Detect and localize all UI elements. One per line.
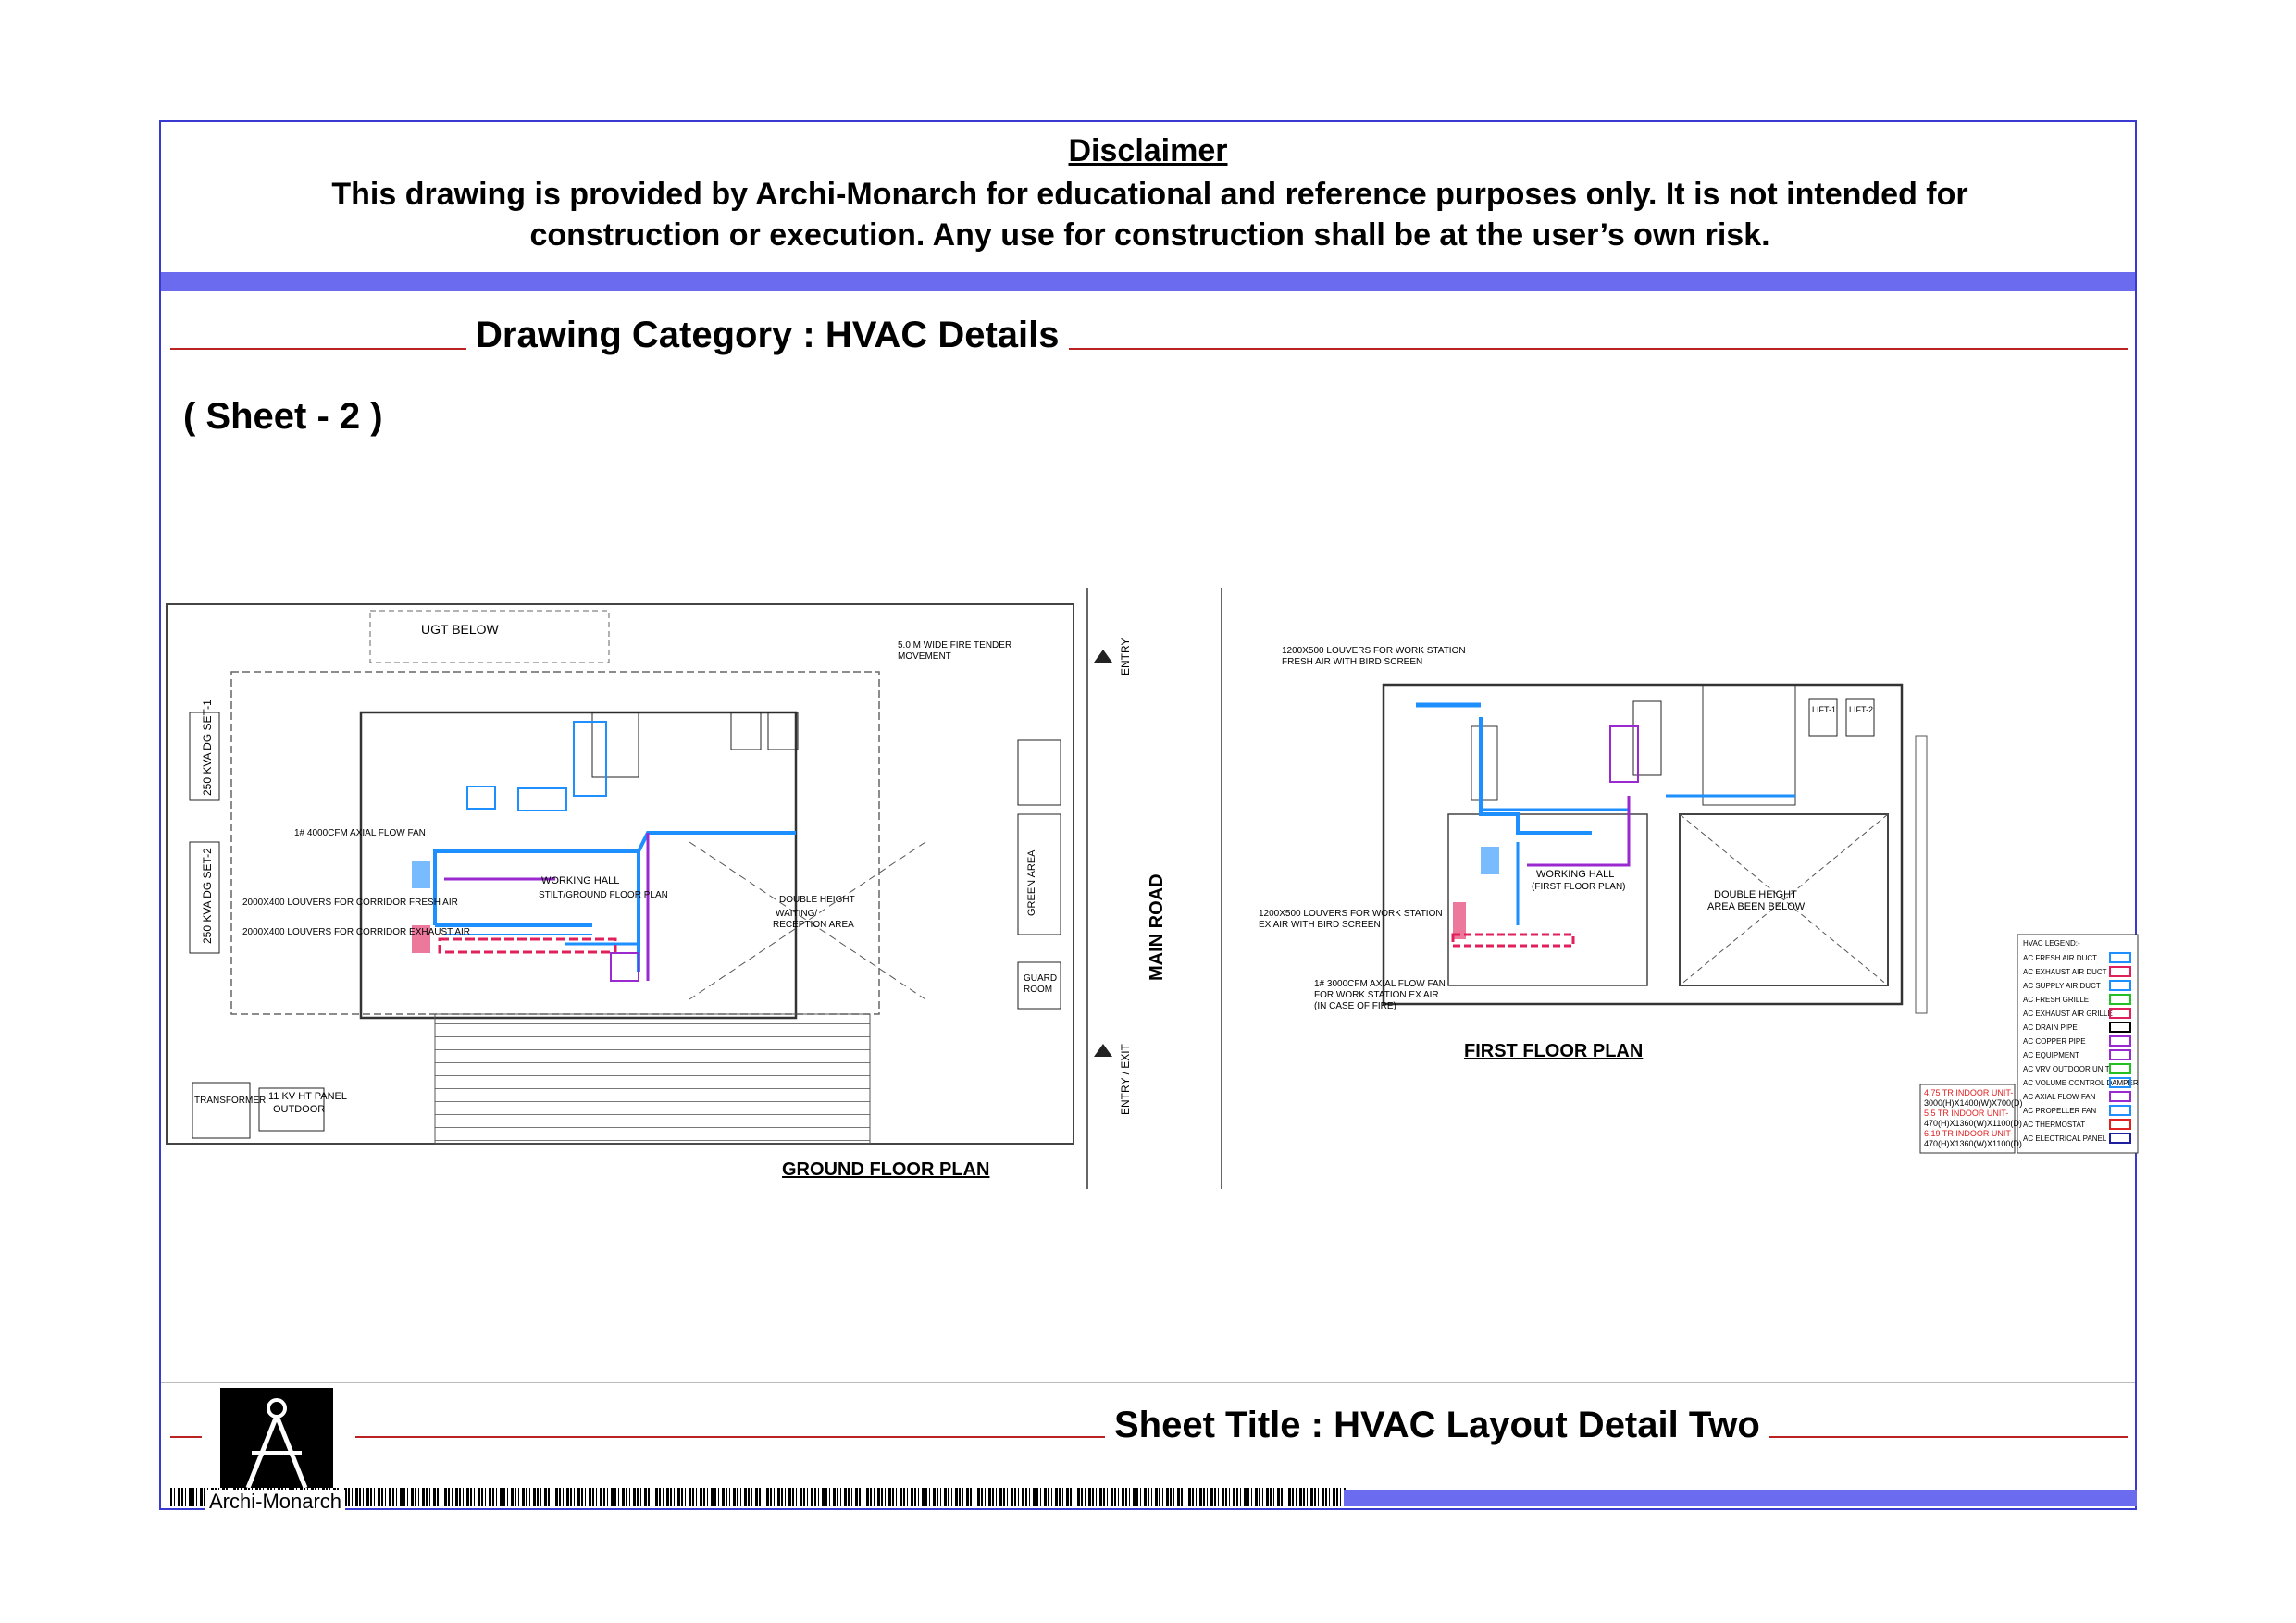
legend-item-label: AC EXHAUST AIR GRILLE [2023, 1010, 2113, 1018]
svg-text:ROOM: ROOM [1024, 985, 1053, 995]
svg-text:TRANSFORMER: TRANSFORMER [194, 1096, 267, 1106]
legend-item-label: AC FRESH GRILLE [2023, 996, 2090, 1004]
svg-text:GUARD: GUARD [1024, 973, 1058, 984]
sheet-title: Sheet Title : HVAC Layout Detail Two [1105, 1405, 1769, 1446]
svg-text:1200X500 LOUVERS FOR WORK STAT: 1200X500 LOUVERS FOR WORK STATION [1259, 909, 1443, 919]
legend-item-label: AC PROPELLER FAN [2023, 1107, 2097, 1115]
indoor-unit-note: 470(H)X1360(W)X1100(D) [1924, 1139, 2022, 1148]
svg-text:(IN CASE OF FIRE): (IN CASE OF FIRE) [1314, 1001, 1396, 1011]
svg-text:WORKING HALL: WORKING HALL [541, 875, 620, 886]
svg-text:5.0 M WIDE FIRE TENDER: 5.0 M WIDE FIRE TENDER [898, 640, 1012, 650]
svg-text:LIFT-1: LIFT-1 [1812, 705, 1837, 714]
svg-text:STILT/GROUND FLOOR PLAN: STILT/GROUND FLOOR PLAN [539, 890, 668, 900]
indoor-unit-note: 3000(H)X1400(W)X700(D) [1924, 1098, 2023, 1108]
svg-text:(FIRST FLOOR PLAN): (FIRST FLOOR PLAN) [1532, 882, 1626, 892]
svg-text:2000X400 LOUVERS FOR CORRIDOR: 2000X400 LOUVERS FOR CORRIDOR FRESH AIR [242, 898, 458, 908]
svg-text:LIFT-2: LIFT-2 [1849, 705, 1874, 714]
svg-text:ENTRY / EXIT: ENTRY / EXIT [1119, 1044, 1132, 1115]
svg-text:250 KVA DG SET-2: 250 KVA DG SET-2 [201, 848, 214, 944]
legend-item-label: AC VRV OUTDOOR UNIT [2023, 1065, 2110, 1073]
svg-text:DOUBLE HEIGHT: DOUBLE HEIGHT [1714, 889, 1797, 900]
first-floor-plan [1259, 646, 1927, 1061]
svg-text:OUTDOOR: OUTDOOR [273, 1104, 326, 1115]
legend-item-label: AC AXIAL FLOW FAN [2023, 1093, 2096, 1101]
legend-item-label: AC COPPER PIPE [2023, 1037, 2086, 1046]
svg-text:250 KVA DG SET-1: 250 KVA DG SET-1 [201, 700, 214, 796]
disclaimer-line-1: This drawing is provided by Archi-Monarch for educational and reference purposes only. It is not intended for [331, 177, 1968, 212]
disclaimer-title: Disclaimer [1068, 133, 1228, 168]
svg-text:MAIN ROAD: MAIN ROAD [1147, 873, 1167, 981]
svg-text:WORKING HALL: WORKING HALL [1536, 869, 1615, 880]
svg-text:GREEN AREA: GREEN AREA [1026, 849, 1037, 916]
indoor-unit-note: 6.19 TR INDOOR UNIT- [1924, 1129, 2014, 1138]
svg-text:GROUND FLOOR PLAN: GROUND FLOOR PLAN [782, 1159, 990, 1180]
disclaimer-line-2: construction or execution. Any use for construction shall be at the user’s own risk. [529, 217, 1770, 253]
svg-text:UGT BELOW: UGT BELOW [421, 622, 499, 637]
svg-text:RECEPTION AREA: RECEPTION AREA [773, 920, 854, 930]
svg-text:AREA BEEN BELOW: AREA BEEN BELOW [1707, 901, 1806, 912]
svg-text:ENTRY: ENTRY [1119, 638, 1132, 675]
drawing-category: Drawing Category : HVAC Details [466, 315, 1069, 356]
brand-name: Archi-Monarch [205, 1490, 345, 1514]
legend-item-label: AC SUPPLY AIR DUCT [2023, 982, 2101, 990]
legend-item-label: AC DRAIN PIPE [2023, 1023, 2078, 1032]
svg-text:EX AIR WITH BIRD SCREEN: EX AIR WITH BIRD SCREEN [1259, 920, 1381, 930]
indoor-unit-notes [1920, 1084, 2023, 1153]
legend-item-label: AC EXHAUST AIR DUCT [2023, 968, 2107, 976]
ground-floor-plan [167, 588, 1222, 1189]
legend-item-label: AC ELECTRICAL PANEL [2023, 1134, 2107, 1143]
svg-text:1# 4000CFM AXIAL FLOW FAN: 1# 4000CFM AXIAL FLOW FAN [294, 828, 426, 838]
legend-item-label: AC EQUIPMENT [2023, 1051, 2079, 1059]
indoor-unit-note: 4.75 TR INDOOR UNIT- [1924, 1088, 2014, 1097]
svg-text:WAITING/: WAITING/ [776, 909, 818, 919]
svg-text:2000X400 LOUVERS FOR CORRIDOR: 2000X400 LOUVERS FOR CORRIDOR EXHAUST AIR [242, 927, 471, 937]
indoor-unit-note: 5.5 TR INDOOR UNIT- [1924, 1109, 2009, 1118]
svg-text:DOUBLE HEIGHT: DOUBLE HEIGHT [779, 895, 855, 905]
svg-text:FOR WORK STATION EX AIR: FOR WORK STATION EX AIR [1314, 990, 1439, 1000]
svg-text:MOVEMENT: MOVEMENT [898, 651, 951, 662]
indoor-unit-note: 470(H)X1360(W)X1100(D) [1924, 1119, 2022, 1128]
legend-item-label: AC THERMOSTAT [2023, 1121, 2086, 1129]
svg-text:FIRST FLOOR PLAN: FIRST FLOOR PLAN [1464, 1041, 1644, 1061]
legend-item-label: AC FRESH AIR DUCT [2023, 954, 2098, 962]
sheet-number: ( Sheet - 2 ) [183, 396, 383, 437]
svg-text:HVAC LEGEND:-: HVAC LEGEND:- [2023, 939, 2080, 948]
svg-text:11 KV HT PANEL: 11 KV HT PANEL [268, 1091, 347, 1102]
hvac-legend [2017, 935, 2139, 1153]
svg-text:1200X500 LOUVERS FOR WORK STAT: 1200X500 LOUVERS FOR WORK STATION [1282, 646, 1466, 656]
svg-text:1# 3000CFM AXIAL FLOW FAN: 1# 3000CFM AXIAL FLOW FAN [1314, 979, 1446, 989]
svg-text:FRESH AIR WITH BIRD SCREEN: FRESH AIR WITH BIRD SCREEN [1282, 657, 1423, 667]
legend-item-label: AC VOLUME CONTROL DAMPER [2023, 1079, 2139, 1087]
